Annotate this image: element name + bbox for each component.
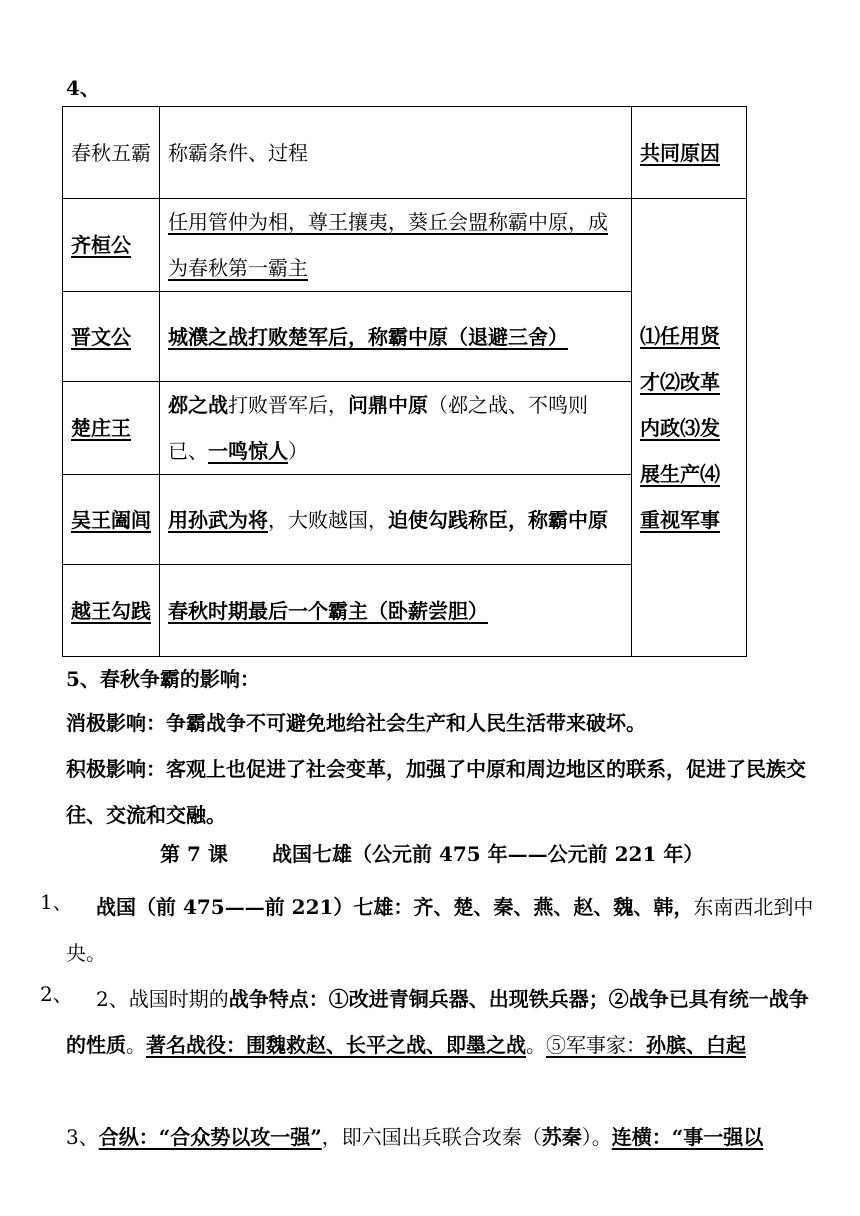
item-2 bbox=[66, 976, 826, 1068]
section-4-heading: 4、 bbox=[66, 76, 100, 100]
item-2-number: 2、 bbox=[40, 982, 73, 1006]
positive-impact: 积极影响：客观上也促进了社会变革，加强了中原和周边地区的联系，促进了民族交往、交流和交融。 bbox=[66, 757, 806, 827]
hegemon-name: 越王勾践 bbox=[63, 565, 160, 657]
desc-text: 打败晋军后， bbox=[228, 393, 348, 417]
section-5-heading: 5、春秋争霸的影响： bbox=[66, 667, 260, 691]
sunwu-general: 用孙武为将 bbox=[168, 507, 268, 532]
hegemon-name: 齐桓公 bbox=[63, 199, 160, 292]
punct: 。 bbox=[126, 1033, 146, 1057]
item-3 bbox=[66, 1114, 826, 1160]
hegemon-desc: 春秋时期最后一个霸主（卧薪尝胆） bbox=[160, 565, 632, 657]
negative-impact: 消极影响：争霸战争不可避免地给社会生产和人民生活带来破坏。 bbox=[66, 711, 646, 735]
five-hegemons-table bbox=[62, 106, 747, 657]
desc-text: （邲之战、不鸣则已、 bbox=[168, 393, 588, 463]
item-3-text: ，即六国出兵联合攻秦（ bbox=[321, 1125, 542, 1149]
item-3-text: ）。 bbox=[581, 1125, 612, 1149]
header-five-hegemons: 春秋五霸 bbox=[63, 107, 160, 199]
hegemon-desc: 城濮之战打败楚军后，称霸中原（退避三舍） bbox=[160, 292, 632, 382]
common-reason-cell: ⑴任用贤才⑵改革内政⑶发展生产⑷重视军事 bbox=[632, 199, 747, 657]
war-characteristics: 战争特点：①改进青铜兵器、出现铁兵器；②战争已具有统一战争的性质 bbox=[66, 987, 809, 1057]
desc-text: ，大败越国， bbox=[268, 507, 388, 532]
punct: 。 bbox=[526, 1033, 546, 1057]
item-2-lead: 2、战国时期的 bbox=[96, 987, 229, 1011]
item-1-number: 1、 bbox=[40, 890, 73, 914]
lesson-7-number: 第 7 课 bbox=[160, 842, 228, 866]
header-conditions: 称霸条件、过程 bbox=[160, 107, 632, 199]
hegemon-desc bbox=[160, 475, 632, 565]
hegemon-name: 吴王阖闾 bbox=[63, 475, 160, 565]
item-1 bbox=[66, 884, 826, 976]
desc-text: ） bbox=[288, 439, 308, 463]
item-1-mnemonic: 东南西北到中央。 bbox=[66, 895, 814, 965]
wending-zhongyuan: 问鼎中原 bbox=[348, 393, 428, 417]
hezong: 合纵：“合众势以攻一强” bbox=[98, 1125, 322, 1149]
goujian-submits: 迫使勾践称臣，称霸中原 bbox=[388, 507, 608, 532]
hegemon-name: 晋文公 bbox=[63, 292, 160, 382]
hegemon-name: 楚庄王 bbox=[63, 382, 160, 475]
hegemon-desc bbox=[160, 382, 632, 475]
su-qin: 苏秦 bbox=[541, 1125, 582, 1149]
lianheng: 连横：“事一强以 bbox=[611, 1125, 764, 1149]
item-1-seven-states: 战国（前 475——前 221）七雄：齐、楚、秦、燕、赵、魏、韩， bbox=[96, 895, 694, 919]
military-strategists-label: ⑤军事家： bbox=[546, 1033, 646, 1057]
table-header-row bbox=[63, 107, 747, 199]
lesson-7-title: 战国七雄（公元前 475 年——公元前 221 年） bbox=[272, 842, 704, 866]
table-row bbox=[63, 199, 747, 292]
yiming-jingren: 一鸣惊人 bbox=[208, 439, 288, 463]
hegemon-desc bbox=[160, 199, 632, 292]
famous-battles: 著名战役：围魏救赵、长平之战、即墨之战 bbox=[146, 1033, 526, 1057]
item-3-number: 3、 bbox=[66, 1125, 99, 1149]
battle-bi: 邲之战 bbox=[168, 393, 228, 417]
header-common-reason: 共同原因 bbox=[632, 107, 747, 199]
hegemon-desc-text: 任用管仲为相，尊王攘夷，葵丘会盟称霸中原，成为春秋第一霸主 bbox=[168, 210, 608, 280]
military-strategists: 孙膑、白起 bbox=[646, 1033, 746, 1057]
